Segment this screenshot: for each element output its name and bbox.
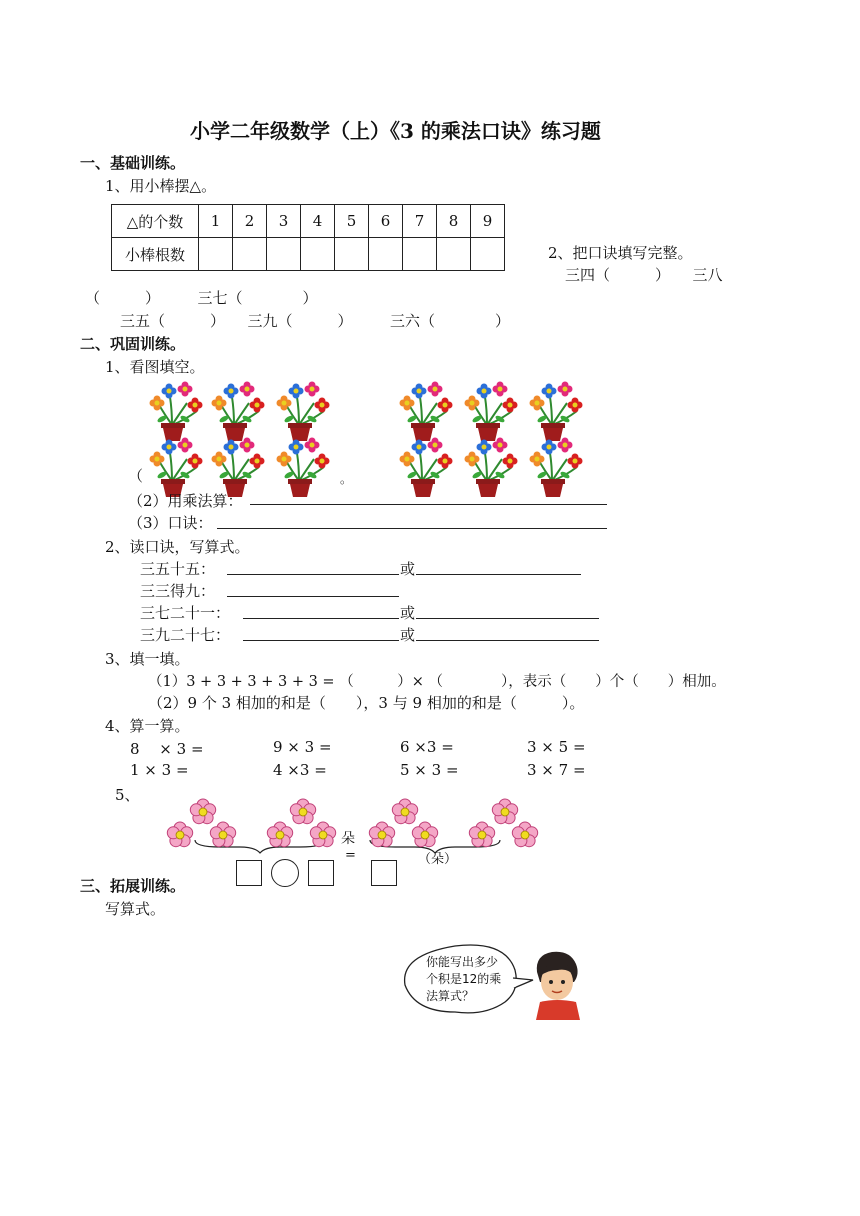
table-blank-cell[interactable]	[403, 238, 437, 271]
q2-line2: （ ） 三七（ ）	[85, 289, 318, 307]
operator-circle[interactable]	[271, 859, 299, 887]
boy-icon	[536, 952, 580, 1020]
question-3-1: 写算式。	[105, 900, 166, 918]
bubble-line-3: 法算式？	[426, 989, 475, 1003]
question-2-1: 1、看图填空。	[105, 358, 205, 376]
table-cell: 6	[369, 205, 403, 238]
table-blank-cell[interactable]	[267, 238, 301, 271]
q1-part2-label: （2）用乘法算：	[128, 492, 243, 510]
answer-line[interactable]	[416, 558, 581, 575]
q2-item-label: 三五十五：	[140, 560, 216, 578]
q1-part2-answer-line[interactable]	[250, 489, 607, 505]
table-cell: 1	[199, 205, 233, 238]
answer-line[interactable]	[243, 624, 399, 641]
table-blank-cell[interactable]	[233, 238, 267, 271]
q2-line3: 三五（ ） 三九（ ） 三六（ ）	[120, 312, 511, 330]
calc-item: 1 × 3 =	[130, 761, 189, 779]
answer-box[interactable]	[236, 860, 262, 886]
answer-line[interactable]	[416, 624, 599, 641]
q1-part1-dot: 。	[340, 472, 353, 486]
bubble-line-1: 你能写出多少	[426, 955, 499, 969]
q3-part1: （1）3 + 3 + 3 + 3 + 3 = （ ）× （ ），表示（ ）个（ ）相加。	[148, 674, 726, 690]
answer-line[interactable]	[227, 580, 399, 597]
table-row1-label: △的个数	[112, 205, 199, 238]
section-3-heading: 三、拓展训练。	[80, 877, 186, 895]
table-blank-cell[interactable]	[199, 238, 233, 271]
table-blank-cell[interactable]	[471, 238, 505, 271]
question-1-1: 1、用小棒摆△。	[105, 177, 217, 195]
table-row2-label: 小棒根数	[112, 238, 199, 271]
sticks-table	[111, 204, 505, 271]
q1-part1-prefix: （	[128, 467, 144, 485]
table-blank-cell[interactable]	[369, 238, 403, 271]
q2-item-label: 三九二十七：	[140, 626, 231, 644]
q2-item-label: 三七二十一：	[140, 604, 231, 622]
q5-equals: =	[345, 848, 356, 863]
table-cell: 5	[335, 205, 369, 238]
answer-box[interactable]	[308, 860, 334, 886]
bubble-line-2: 个积是12的乘	[426, 972, 502, 986]
flower-pots-illustration	[140, 375, 600, 500]
table-cell: 4	[301, 205, 335, 238]
or-label: 或	[400, 604, 416, 622]
question-1-2: 2、把口诀填写完整。	[548, 244, 693, 262]
q2-line1: 三四（ ） 三八	[565, 266, 723, 284]
q2-item-label: 三三得九：	[140, 582, 216, 600]
calc-item: 6 ×3 =	[400, 738, 454, 756]
q3-part2: （2）9 个 3 相加的和是（ ），3 与 9 相加的和是（ ）。	[148, 694, 585, 712]
table-cell: 9	[471, 205, 505, 238]
table-cell: 3	[267, 205, 301, 238]
q1-part3-answer-line[interactable]	[217, 512, 607, 529]
question-2-4: 4、算一算。	[105, 717, 190, 735]
answer-line[interactable]	[416, 602, 599, 619]
page-title: 小学二年级数学（上）《3 的乘法口诀》练习题	[190, 119, 601, 143]
q5-unit-label: （朵）	[418, 852, 458, 867]
table-blank-cell[interactable]	[437, 238, 471, 271]
table-cell: 7	[403, 205, 437, 238]
or-label: 或	[400, 626, 416, 644]
calc-item: 3 × 7 =	[527, 761, 586, 779]
q1-part3-label: （3）口诀：	[128, 514, 213, 532]
table-cell: 8	[437, 205, 471, 238]
calc-item: 5 × 3 =	[400, 761, 459, 779]
question-2-2: 2、读口诀，写算式。	[105, 538, 250, 556]
answer-line[interactable]	[243, 602, 399, 619]
calc-item: 3 × 5 =	[527, 738, 586, 756]
calc-item: 8 × 3 =	[130, 740, 204, 758]
answer-line[interactable]	[227, 558, 399, 575]
q5-duo-label: 朵	[340, 828, 356, 848]
table-cell: 2	[233, 205, 267, 238]
question-2-5: 5、	[115, 786, 140, 804]
section-1-heading: 一、基础训练。	[80, 154, 186, 172]
calc-item: 4 ×3 =	[273, 761, 327, 779]
table-blank-cell[interactable]	[301, 238, 335, 271]
section-2-heading: 二、巩固训练。	[80, 335, 186, 353]
or-label: 或	[400, 560, 416, 578]
question-2-3: 3、填一填。	[105, 650, 190, 668]
calc-item: 9 × 3 =	[273, 738, 332, 756]
answer-box[interactable]	[371, 860, 397, 886]
table-blank-cell[interactable]	[335, 238, 369, 271]
